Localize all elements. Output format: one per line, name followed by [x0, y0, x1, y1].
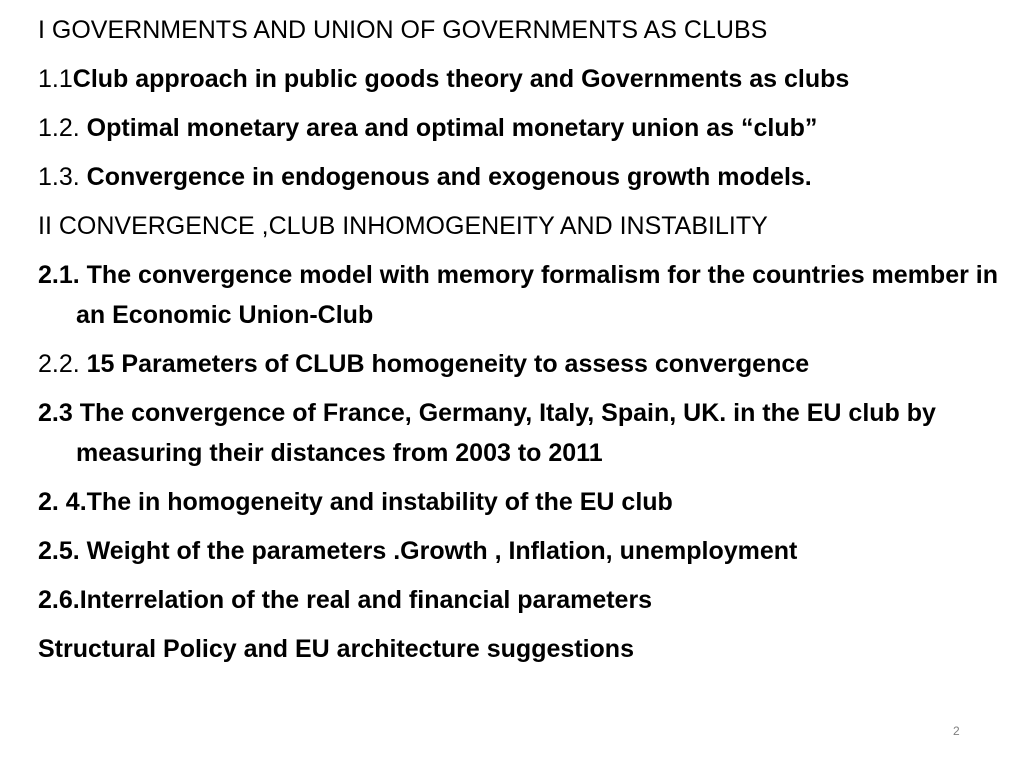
outline-item-structural-policy — [38, 629, 998, 669]
item-prefix: 2. 4. — [38, 488, 87, 516]
slide-content — [38, 10, 998, 678]
item-text: CONVERGENCE ,CLUB INHOMOGENEITY AND INSTABILITY — [58, 212, 768, 240]
outline-item-2-3 — [38, 393, 998, 473]
outline-item-1-2 — [38, 108, 998, 148]
item-text: Structural Policy and EU architecture suggestions — [38, 635, 634, 663]
item-prefix: II — [38, 212, 59, 240]
item-text: Optimal monetary area and optimal monetary union as “club” — [86, 114, 818, 142]
outline-item-1-3 — [38, 157, 998, 197]
item-prefix: 2.1. — [38, 261, 87, 289]
item-text: Interrelation of the real and financial parameters — [79, 586, 653, 614]
outline-item-2-6 — [38, 580, 998, 620]
item-prefix: I — [38, 16, 52, 44]
item-prefix: 2.3 — [38, 399, 80, 427]
outline-item-section-1 — [38, 10, 998, 50]
item-text: The convergence of France, Germany, Italy, Spain, UK. in the EU club by measuring their distances from 2003 to 2011 — [76, 399, 936, 467]
item-prefix: 2.2. — [38, 350, 87, 378]
item-prefix: 1.2. — [38, 114, 87, 142]
item-text: Convergence in endogenous and exogenous growth models. — [86, 163, 812, 191]
item-prefix: 1.1 — [38, 65, 73, 93]
outline-item-section-2 — [38, 206, 998, 246]
item-text: GOVERNMENTS AND UNION OF GOVERNMENTS AS CLUBS — [51, 16, 768, 44]
item-text: The in homogeneity and instability of the EU club — [86, 488, 673, 516]
item-prefix: 2.6. — [38, 586, 80, 614]
outline-item-2-4 — [38, 482, 998, 522]
outline-item-2-2 — [38, 344, 998, 384]
page-number: 2 — [953, 724, 960, 738]
item-text: The convergence model with memory formalism for the countries member in an Economic Union-Club — [76, 261, 998, 329]
item-text: 15 Parameters of CLUB homogeneity to assess convergence — [86, 350, 810, 378]
item-prefix: 2.5. — [38, 537, 87, 565]
item-prefix: 1.3. — [38, 163, 87, 191]
item-text: Weight of the parameters .Growth , Inflation, unemployment — [86, 537, 798, 565]
outline-item-2-1 — [38, 255, 998, 335]
item-text: Club approach in public goods theory and Governments as clubs — [72, 65, 850, 93]
outline-item-2-5 — [38, 531, 998, 571]
outline-item-1-1 — [38, 59, 998, 99]
